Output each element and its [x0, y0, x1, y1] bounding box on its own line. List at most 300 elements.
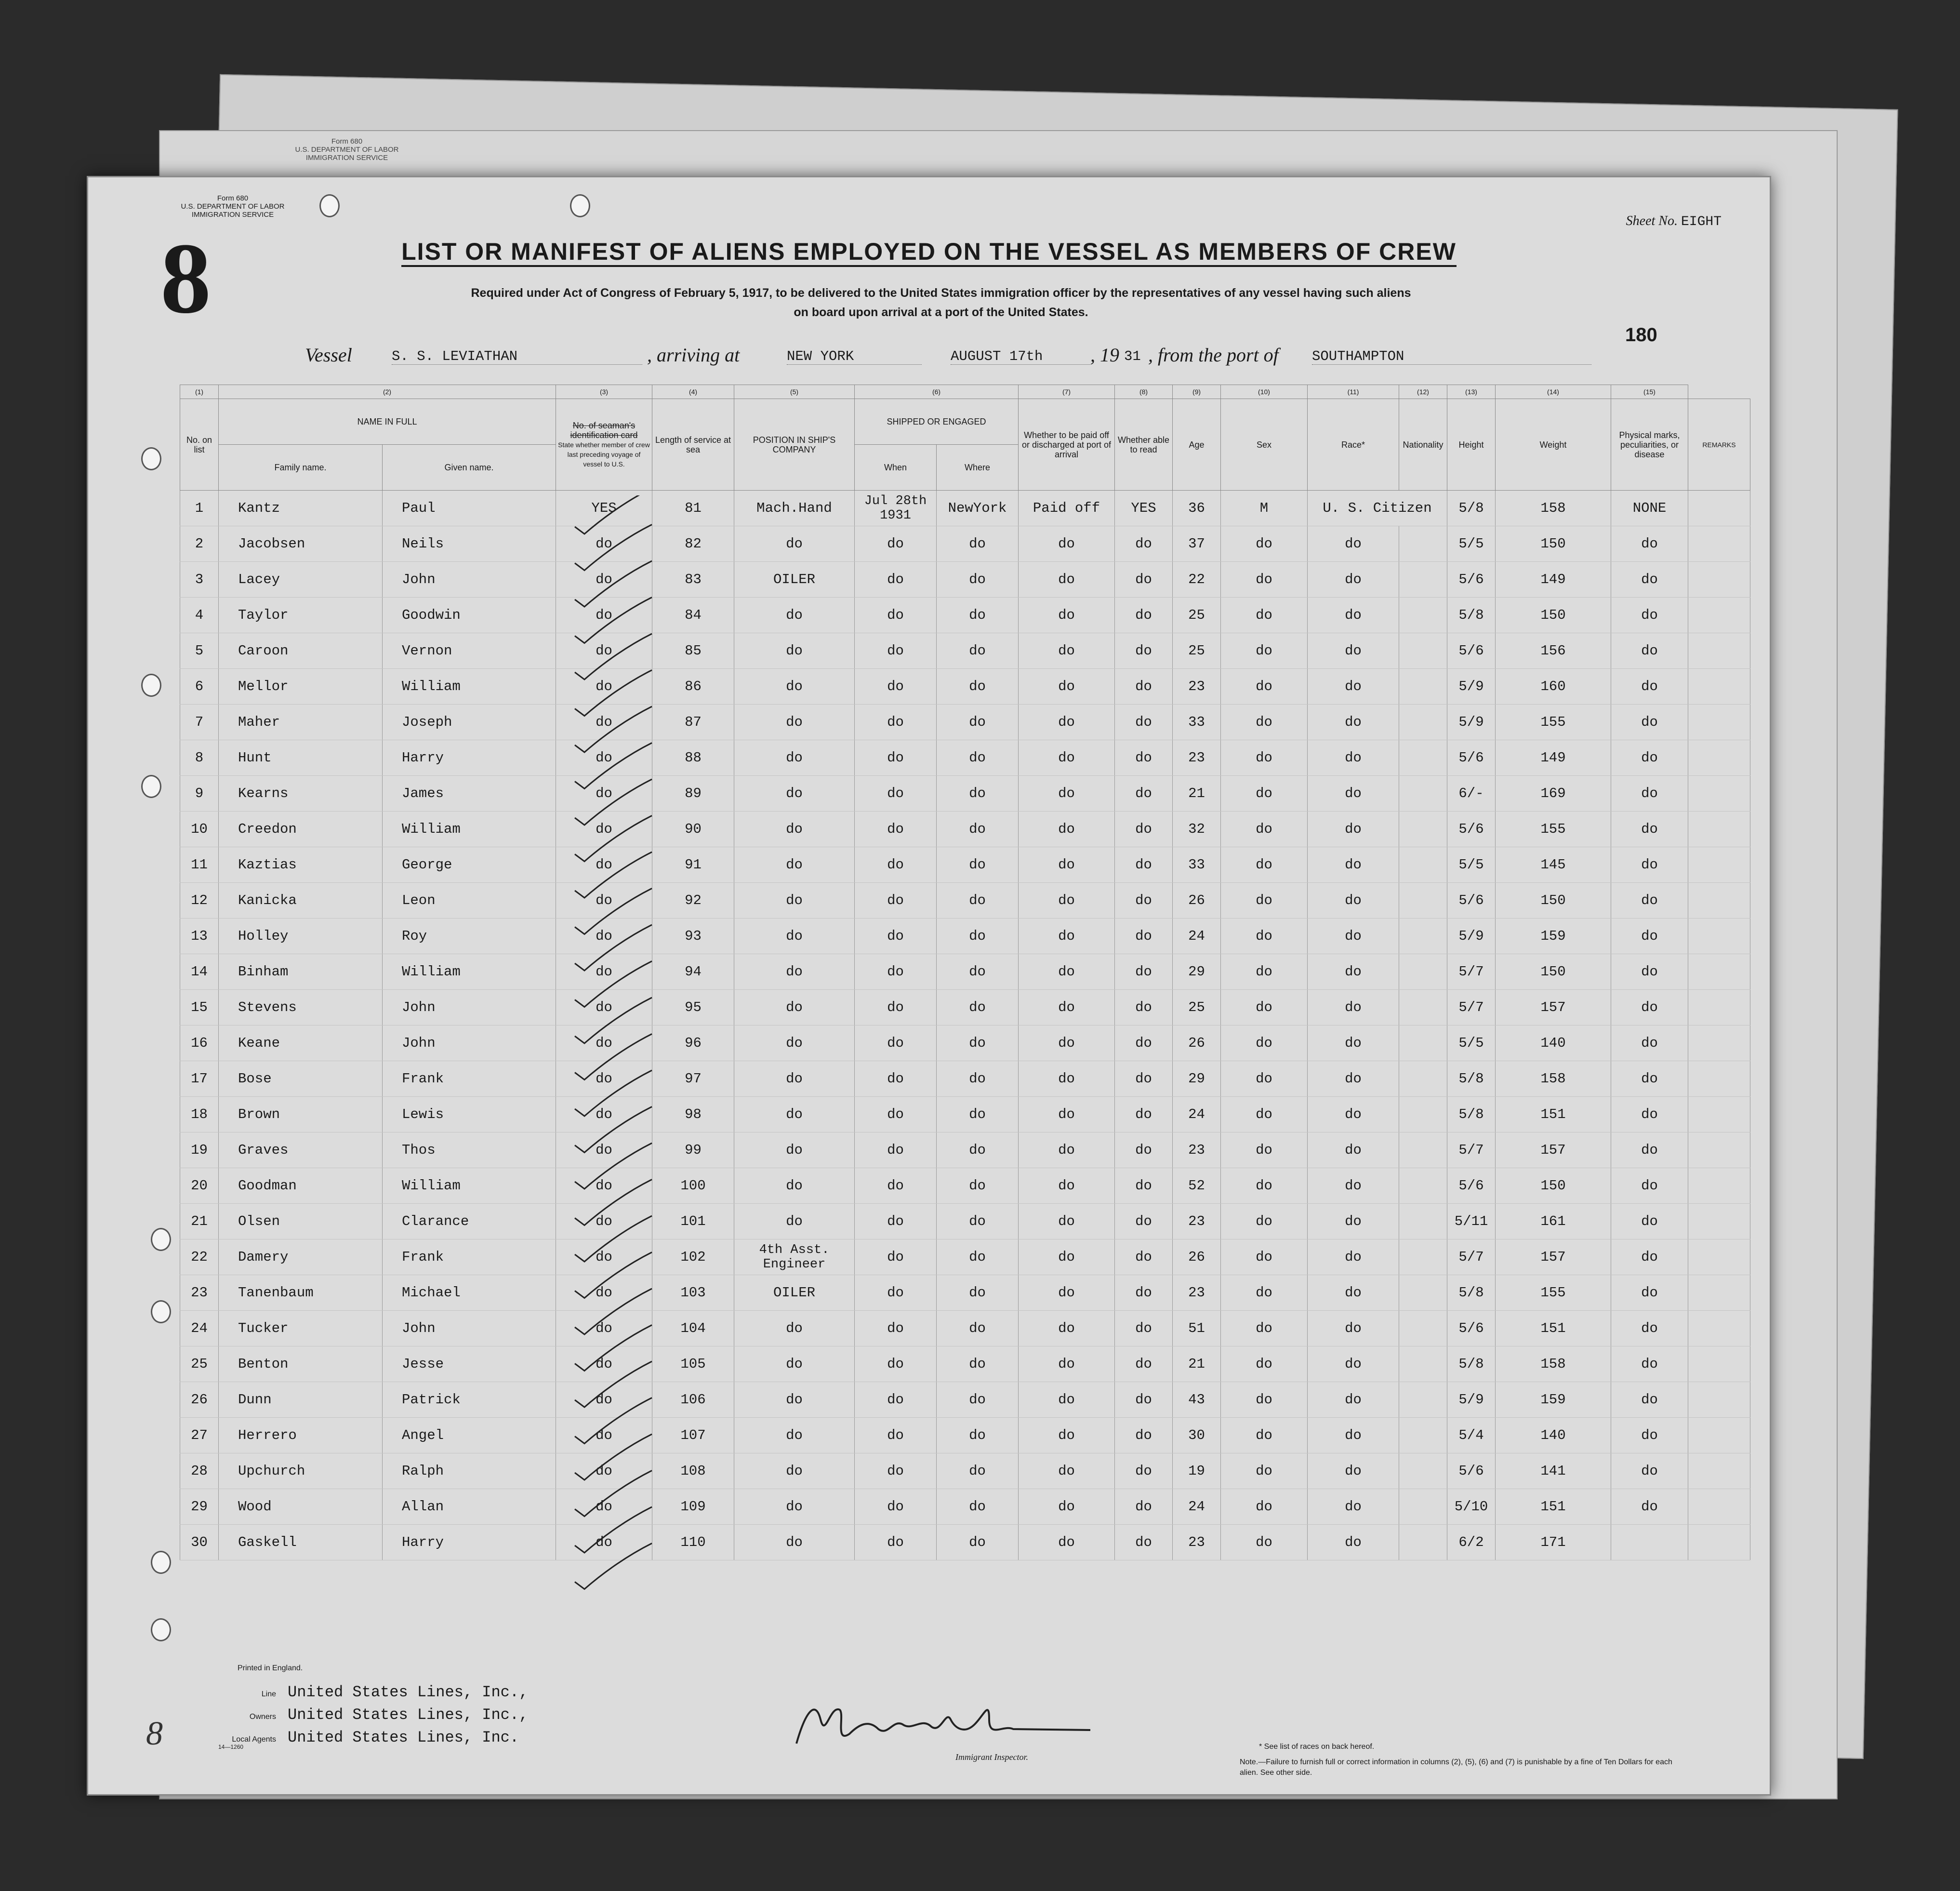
col-num-11: (11): [1308, 385, 1399, 399]
table-row: [180, 1275, 1750, 1311]
cell-nationality: [1399, 1346, 1447, 1382]
cell-age: 51: [1173, 1311, 1221, 1346]
cell-height: 5/8: [1447, 1061, 1496, 1097]
cell-paid-off: do: [1019, 883, 1115, 919]
cell-no: 28: [180, 1453, 219, 1489]
cell-family-name: Tanenbaum: [219, 1275, 383, 1311]
cell-family-name: Caroon: [219, 633, 383, 669]
cell-length-service: 89: [652, 776, 734, 812]
cell-where: do: [937, 919, 1019, 954]
header-no-on-list: No. on list: [180, 399, 219, 491]
cell-length-service: 94: [652, 954, 734, 990]
cell-position: do: [734, 633, 855, 669]
cell-paid-off: do: [1019, 1311, 1115, 1346]
cell-able-read: YES: [1115, 491, 1173, 526]
cell-sex: do: [1221, 1346, 1308, 1382]
cell-sex: do: [1221, 847, 1308, 883]
cell-physical-marks: do: [1611, 954, 1688, 990]
cell-physical-marks: do: [1611, 1168, 1688, 1204]
cell-able-read: do: [1115, 1453, 1173, 1489]
cell-physical-marks: do: [1611, 847, 1688, 883]
cell-position: do: [734, 1311, 855, 1346]
cell-physical-marks: do: [1611, 1025, 1688, 1061]
cell-physical-marks: do: [1611, 1489, 1688, 1525]
cell-family-name: Goodman: [219, 1168, 383, 1204]
cell-family-name: Hunt: [219, 740, 383, 776]
cell-crew-last-voyage: do: [556, 1204, 652, 1239]
cell-crew-last-voyage: do: [556, 1418, 652, 1453]
cell-nationality: [1399, 633, 1447, 669]
cell-when: do: [855, 1061, 937, 1097]
cell-where: do: [937, 1204, 1019, 1239]
cell-nationality: [1399, 1097, 1447, 1132]
punch-hole: [141, 447, 161, 470]
cell-sex: M: [1221, 491, 1308, 526]
cell-where: do: [937, 1132, 1019, 1168]
cell-sex: do: [1221, 1132, 1308, 1168]
manifest-body: [180, 491, 1750, 1560]
cell-no: 16: [180, 1025, 219, 1061]
cell-crew-last-voyage: do: [556, 883, 652, 919]
cell-weight: 140: [1496, 1418, 1611, 1453]
cell-weight: 155: [1496, 1275, 1611, 1311]
table-row: [180, 491, 1750, 526]
cell-age: 23: [1173, 1275, 1221, 1311]
table-row: [180, 526, 1750, 562]
cell-physical-marks: do: [1611, 633, 1688, 669]
cell-nationality: [1399, 990, 1447, 1025]
cell-where: do: [937, 1346, 1019, 1382]
cell-position: OILER: [734, 1275, 855, 1311]
cell-able-read: do: [1115, 562, 1173, 598]
cell-where: NewYork: [937, 491, 1019, 526]
cell-family-name: Binham: [219, 954, 383, 990]
penalty-note: Note.—Failure to furnish full or correct information in columns (2), (5), (6) and (7) is punishable by a fine of Ten Dollars for each alien. See other side.: [1240, 1758, 1672, 1777]
cell-weight: 160: [1496, 669, 1611, 705]
cell-race: do: [1308, 633, 1399, 669]
checkmark-strokes: [570, 495, 666, 1604]
cell-weight: 150: [1496, 598, 1611, 633]
cell-where: do: [937, 740, 1019, 776]
cell-nationality: [1399, 562, 1447, 598]
cell-weight: 169: [1496, 776, 1611, 812]
cell-given-name: William: [383, 1168, 556, 1204]
cell-when: do: [855, 740, 937, 776]
col-num-6: (6): [855, 385, 1019, 399]
cell-age: 37: [1173, 526, 1221, 562]
cell-where: do: [937, 526, 1019, 562]
cell-nationality: [1399, 1311, 1447, 1346]
cell-remarks: [1688, 1453, 1750, 1489]
cell-family-name: Benton: [219, 1346, 383, 1382]
cell-physical-marks: do: [1611, 1311, 1688, 1346]
cell-weight: 150: [1496, 954, 1611, 990]
cell-family-name: Creedon: [219, 812, 383, 847]
cell-where: do: [937, 1061, 1019, 1097]
cell-no: 18: [180, 1097, 219, 1132]
cell-no: 10: [180, 812, 219, 847]
col-num-12: (12): [1399, 385, 1447, 399]
cell-age: 26: [1173, 883, 1221, 919]
cell-race: do: [1308, 1346, 1399, 1382]
cell-family-name: Taylor: [219, 598, 383, 633]
cell-given-name: George: [383, 847, 556, 883]
cell-paid-off: do: [1019, 1239, 1115, 1275]
cell-position: do: [734, 1204, 855, 1239]
header-id-card: No. of seaman's identification card State whether member of crew last preceding voyage of vessel to U.S.: [556, 399, 652, 491]
cell-weight: 155: [1496, 812, 1611, 847]
cell-given-name: Joseph: [383, 705, 556, 740]
cell-remarks: [1688, 1168, 1750, 1204]
cell-given-name: Ralph: [383, 1453, 556, 1489]
cell-length-service: 95: [652, 990, 734, 1025]
cell-position: do: [734, 1489, 855, 1525]
cell-sex: do: [1221, 633, 1308, 669]
header-nationality: Nationality: [1399, 399, 1447, 491]
cell-no: 22: [180, 1239, 219, 1275]
column-number-row: [180, 385, 1750, 399]
cell-race: do: [1308, 776, 1399, 812]
cell-where: do: [937, 669, 1019, 705]
cell-able-read: do: [1115, 1311, 1173, 1346]
cell-position: do: [734, 1382, 855, 1418]
cell-age: 43: [1173, 1382, 1221, 1418]
cell-able-read: do: [1115, 776, 1173, 812]
cell-race: do: [1308, 1489, 1399, 1525]
cell-height: 5/6: [1447, 883, 1496, 919]
header-given-name: Given name.: [383, 445, 556, 491]
cell-length-service: 88: [652, 740, 734, 776]
cell-paid-off: do: [1019, 1489, 1115, 1525]
cell-height: 5/5: [1447, 847, 1496, 883]
cell-paid-off: do: [1019, 562, 1115, 598]
cell-weight: 157: [1496, 1239, 1611, 1275]
cell-given-name: Clarance: [383, 1204, 556, 1239]
cell-nationality: [1399, 954, 1447, 990]
cell-crew-last-voyage: do: [556, 633, 652, 669]
cell-paid-off: do: [1019, 526, 1115, 562]
cell-when: do: [855, 883, 937, 919]
cell-able-read: do: [1115, 1275, 1173, 1311]
cell-nationality: [1399, 1275, 1447, 1311]
cell-age: 22: [1173, 562, 1221, 598]
cell-given-name: John: [383, 562, 556, 598]
table-row: [180, 1311, 1750, 1346]
cell-no: 19: [180, 1132, 219, 1168]
cell-sex: do: [1221, 1418, 1308, 1453]
cell-weight: 157: [1496, 1132, 1611, 1168]
cell-race: do: [1308, 919, 1399, 954]
cell-physical-marks: do: [1611, 562, 1688, 598]
cell-where: do: [937, 1097, 1019, 1132]
cell-given-name: John: [383, 1025, 556, 1061]
cell-sex: do: [1221, 1097, 1308, 1132]
cell-remarks: [1688, 847, 1750, 883]
cell-remarks: [1688, 1311, 1750, 1346]
cell-physical-marks: do: [1611, 1346, 1688, 1382]
cell-where: do: [937, 1275, 1019, 1311]
col-num-7: (7): [1019, 385, 1115, 399]
cell-nationality: [1399, 1204, 1447, 1239]
cell-length-service: 96: [652, 1025, 734, 1061]
cell-given-name: Thos: [383, 1132, 556, 1168]
cell-age: 33: [1173, 847, 1221, 883]
cell-weight: 158: [1496, 1061, 1611, 1097]
table-row: [180, 633, 1750, 669]
cell-physical-marks: do: [1611, 776, 1688, 812]
cell-sex: do: [1221, 562, 1308, 598]
cell-race: do: [1308, 526, 1399, 562]
printed-note: Printed in England.: [238, 1664, 303, 1672]
table-row: [180, 812, 1750, 847]
table-row: [180, 740, 1750, 776]
cell-nationality: [1399, 705, 1447, 740]
cell-height: 5/6: [1447, 1453, 1496, 1489]
cell-race: do: [1308, 1132, 1399, 1168]
cell-age: 21: [1173, 776, 1221, 812]
cell-height: 5/9: [1447, 919, 1496, 954]
cell-length-service: 101: [652, 1204, 734, 1239]
cell-remarks: [1688, 1204, 1750, 1239]
cell-physical-marks: do: [1611, 1382, 1688, 1418]
cell-age: 33: [1173, 705, 1221, 740]
cell-nationality: [1399, 1061, 1447, 1097]
cell-length-service: 90: [652, 812, 734, 847]
cell-position: do: [734, 1525, 855, 1560]
header-age: Age: [1173, 399, 1221, 491]
cell-no: 14: [180, 954, 219, 990]
cell-where: do: [937, 1239, 1019, 1275]
cell-crew-last-voyage: do: [556, 1239, 652, 1275]
cell-physical-marks: do: [1611, 526, 1688, 562]
cell-remarks: [1688, 526, 1750, 562]
col-num-15: (15): [1611, 385, 1688, 399]
cell-able-read: do: [1115, 1025, 1173, 1061]
cell-weight: 161: [1496, 1204, 1611, 1239]
cell-height: 5/8: [1447, 1097, 1496, 1132]
cell-paid-off: do: [1019, 1418, 1115, 1453]
cell-family-name: Upchurch: [219, 1453, 383, 1489]
cell-sex: do: [1221, 1025, 1308, 1061]
cell-paid-off: do: [1019, 919, 1115, 954]
table-row: [180, 1168, 1750, 1204]
cell-given-name: Harry: [383, 1525, 556, 1560]
cell-able-read: do: [1115, 669, 1173, 705]
cell-able-read: do: [1115, 1489, 1173, 1525]
cell-remarks: [1688, 883, 1750, 919]
cell-crew-last-voyage: do: [556, 1346, 652, 1382]
cell-paid-off: do: [1019, 705, 1115, 740]
cell-nationality: [1399, 812, 1447, 847]
cell-length-service: 91: [652, 847, 734, 883]
cell-given-name: Michael: [383, 1275, 556, 1311]
cell-paid-off: do: [1019, 990, 1115, 1025]
cell-physical-marks: do: [1611, 1204, 1688, 1239]
cell-crew-last-voyage: do: [556, 1025, 652, 1061]
cell-length-service: 87: [652, 705, 734, 740]
cell-length-service: 107: [652, 1418, 734, 1453]
punch-hole: [570, 194, 590, 217]
cell-physical-marks: do: [1611, 1132, 1688, 1168]
cell-height: 5/9: [1447, 1382, 1496, 1418]
table-row: [180, 598, 1750, 633]
cell-remarks: [1688, 562, 1750, 598]
cell-weight: 150: [1496, 883, 1611, 919]
punch-hole: [141, 674, 161, 697]
cell-no: 8: [180, 740, 219, 776]
cell-physical-marks: do: [1611, 740, 1688, 776]
cell-age: 29: [1173, 1061, 1221, 1097]
cell-remarks: [1688, 776, 1750, 812]
punch-hole: [151, 1551, 171, 1574]
cell-weight: 141: [1496, 1453, 1611, 1489]
cell-given-name: Allan: [383, 1489, 556, 1525]
cell-length-service: 84: [652, 598, 734, 633]
cell-nationality: [1399, 1239, 1447, 1275]
cell-remarks: [1688, 919, 1750, 954]
cell-no: 26: [180, 1382, 219, 1418]
cell-when: do: [855, 705, 937, 740]
cell-weight: 151: [1496, 1311, 1611, 1346]
cell-race: do: [1308, 1239, 1399, 1275]
cell-sex: do: [1221, 526, 1308, 562]
col-num-9: (9): [1173, 385, 1221, 399]
cell-family-name: Bose: [219, 1061, 383, 1097]
cell-able-read: do: [1115, 1204, 1173, 1239]
cell-crew-last-voyage: do: [556, 812, 652, 847]
cell-weight: 157: [1496, 990, 1611, 1025]
cell-able-read: do: [1115, 1239, 1173, 1275]
cell-age: 23: [1173, 1525, 1221, 1560]
cell-sex: do: [1221, 1525, 1308, 1560]
cell-nationality: [1399, 1382, 1447, 1418]
cell-crew-last-voyage: do: [556, 705, 652, 740]
cell-length-service: 86: [652, 669, 734, 705]
cell-paid-off: do: [1019, 633, 1115, 669]
col-num-8: (8): [1115, 385, 1173, 399]
cell-paid-off: do: [1019, 847, 1115, 883]
cell-given-name: William: [383, 954, 556, 990]
cell-race: do: [1308, 812, 1399, 847]
cell-sex: do: [1221, 1275, 1308, 1311]
table-row: [180, 1097, 1750, 1132]
cell-where: do: [937, 1382, 1019, 1418]
cell-physical-marks: do: [1611, 598, 1688, 633]
cell-when: do: [855, 776, 937, 812]
cell-when: do: [855, 1346, 937, 1382]
cell-remarks: [1688, 1346, 1750, 1382]
cell-age: 23: [1173, 740, 1221, 776]
cell-sex: do: [1221, 1311, 1308, 1346]
col-num-5: (5): [734, 385, 855, 399]
cell-nationality: [1399, 847, 1447, 883]
cell-position: do: [734, 1418, 855, 1453]
cell-no: 12: [180, 883, 219, 919]
col-num-13: (13): [1447, 385, 1496, 399]
checkmark-stroke: [575, 495, 652, 534]
cell-no: 11: [180, 847, 219, 883]
cell-age: 21: [1173, 1346, 1221, 1382]
cell-sex: do: [1221, 990, 1308, 1025]
cell-position: do: [734, 705, 855, 740]
header-length-service: Length of service at sea: [652, 399, 734, 491]
cell-age: 26: [1173, 1239, 1221, 1275]
punch-hole: [319, 194, 340, 217]
cell-remarks: [1688, 598, 1750, 633]
cell-weight: 151: [1496, 1097, 1611, 1132]
cell-height: 5/6: [1447, 562, 1496, 598]
cell-paid-off: do: [1019, 812, 1115, 847]
cell-length-service: 102: [652, 1239, 734, 1275]
cell-where: do: [937, 598, 1019, 633]
col-num-1: (1): [180, 385, 219, 399]
cell-position: do: [734, 954, 855, 990]
cell-remarks: [1688, 954, 1750, 990]
cell-no: 13: [180, 919, 219, 954]
cell-when: do: [855, 1168, 937, 1204]
cell-when: do: [855, 1311, 937, 1346]
cell-weight: 149: [1496, 562, 1611, 598]
cell-physical-marks: do: [1611, 705, 1688, 740]
footer-line: Line United States Lines, Inc.,: [261, 1683, 529, 1701]
cell-family-name: Kantz: [219, 491, 383, 526]
col-num-4: (4): [652, 385, 734, 399]
cell-able-read: do: [1115, 883, 1173, 919]
cell-crew-last-voyage: do: [556, 740, 652, 776]
cell-nationality: [1399, 1489, 1447, 1525]
header-shipped-engaged: SHIPPED OR ENGAGED: [855, 399, 1019, 445]
cell-nationality: [1399, 740, 1447, 776]
cell-height: 5/5: [1447, 1025, 1496, 1061]
cell-height: 6/-: [1447, 776, 1496, 812]
cell-able-read: do: [1115, 740, 1173, 776]
cell-where: do: [937, 1453, 1019, 1489]
cell-race: do: [1308, 598, 1399, 633]
cell-race: do: [1308, 1418, 1399, 1453]
cell-age: 24: [1173, 919, 1221, 954]
table-row: [180, 1025, 1750, 1061]
cell-length-service: 85: [652, 633, 734, 669]
cell-race: do: [1308, 990, 1399, 1025]
cell-position: 4th Asst. Engineer: [734, 1239, 855, 1275]
cell-nationality: [1399, 883, 1447, 919]
cell-no: 23: [180, 1275, 219, 1311]
header-paid-off: Whether to be paid off or discharged at port of arrival: [1019, 399, 1115, 491]
cell-no: 7: [180, 705, 219, 740]
cell-race: do: [1308, 740, 1399, 776]
cell-nationality: [1399, 526, 1447, 562]
cell-weight: 156: [1496, 633, 1611, 669]
cell-length-service: 103: [652, 1275, 734, 1311]
cell-no: 25: [180, 1346, 219, 1382]
cell-sex: do: [1221, 669, 1308, 705]
cell-when: do: [855, 1418, 937, 1453]
cell-paid-off: do: [1019, 1168, 1115, 1204]
cell-no: 20: [180, 1168, 219, 1204]
cell-when: do: [855, 1453, 937, 1489]
cell-weight: 159: [1496, 1382, 1611, 1418]
cell-when: do: [855, 812, 937, 847]
cell-when: do: [855, 1204, 937, 1239]
cell-position: do: [734, 669, 855, 705]
cell-weight: 145: [1496, 847, 1611, 883]
cell-length-service: 81: [652, 491, 734, 526]
cell-paid-off: do: [1019, 1346, 1115, 1382]
cell-sex: do: [1221, 705, 1308, 740]
cell-family-name: Wood: [219, 1489, 383, 1525]
cell-length-service: 108: [652, 1453, 734, 1489]
cell-height: 5/8: [1447, 491, 1496, 526]
